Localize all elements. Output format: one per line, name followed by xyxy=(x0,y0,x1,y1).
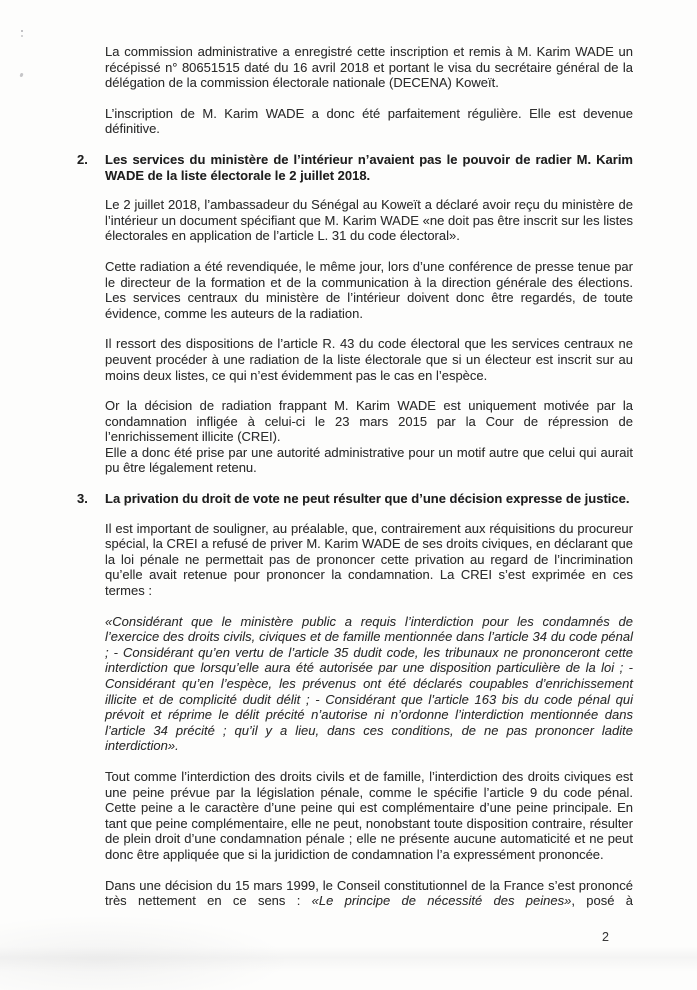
paragraph-section3-3 xyxy=(105,878,633,909)
scan-shadow xyxy=(0,946,697,972)
section-3-number: 3. xyxy=(77,491,88,507)
paragraph-intro-2: L’inscription de M. Karim WADE a donc été parfaitement régulière. Elle est devenue définitive. xyxy=(105,105,633,137)
scan-speckle xyxy=(19,73,23,78)
page-number: 2 xyxy=(602,930,609,944)
paragraph-intro-1: La commission administrative a enregistré cette inscription et remis à M. Karim WADE un récépissé n° 80651515 daté du 16 avril 2018 et portant le visa du secrétaire général de la délégation de la commission électorale nationale (DECENA) Koweït. xyxy=(105,44,633,91)
paragraph-section3-2: Tout comme l’interdiction des droits civils et de famille, l’interdiction des droits civiques est une peine prévue par la législation pénale, comme le spécifie l’article 9 du code pénal. Cette peine a le caractère d’une peine qui est complémentaire d’une peine principale. En tant que peine complémentaire, elle ne peut, nonobstant toute disposition contraire, résulter de plein droit d’une condamnation pénale ; elle ne présente aucune automaticité et ne peut donc être appliquée que si la juridiction de condamnation l’a expressément prononcée. xyxy=(105,768,633,862)
paragraph-section2-3: Il ressort des dispositions de l’article R. 43 du code électoral que les services centraux ne peuvent procéder à une radiation de la liste électorale que si un électeur est inscrit sur au moins deux listes, ce qui n’est évidemment pas le cas en l’espèce. xyxy=(105,336,633,383)
paragraph-text: Dans une décision du 15 mars 1999, le Conseil constitutionnel de la France s’est prononcé très nettement en ce sens : xyxy=(105,877,633,909)
paragraph-section3-1: Il est important de souligner, au préalable, que, contrairement aux réquisitions du procureur spécial, la CREI a refusé de priver M. Karim WADE de ses droits civiques, en déclarant que la loi pénale ne permettait pas de prononcer cette privation au regard de l’incrimination qu’elle avait retenue pour prononcer la condamnation. La CREI s’est exprimée en ces termes : xyxy=(105,520,633,599)
scan-smudge xyxy=(0,915,290,990)
paragraph-section2-4a: Or la décision de radiation frappant M. Karim WADE est uniquement motivée par la condamnation infligée à celui-ci le 23 mars 2015 par la Cour de répression de l’enrichissement illicite (CREI). xyxy=(105,398,633,445)
section-3-title: La privation du droit de vote ne peut résulter que d’une décision expresse de justice. xyxy=(105,491,630,507)
paragraph-text-italic: «Le principe de nécessité des peines» xyxy=(311,893,572,909)
document-body xyxy=(77,44,634,924)
block-quote-crei: «Considérant que le ministère public a requis l’interdiction pour les condamnés de l’exercice des droits civils, civiques et de famille mentionnée dans l’article 34 du code pénal ; - Considérant qu’en vertu de l’article 35 dudit code, les tribunaux ne prononceront cette interdiction que lorsqu’elle aura été autorisée par une disposition particulière de la loi ; - Considérant qu’en l’espèce, les prévenus ont été déclarés coupables d’enrichissement illicite et de complicité dudit délit ; - Considérant que l’article 163 bis du code pénal qui prévoit et réprime le délit précité n’autorise ni n’ordonne l’interdiction mentionnée dans l’article 34 précité ; qu’il y a lieu, dans ces conditions, de ne pas prononcer ladite interdiction». xyxy=(105,613,633,754)
section-2-heading xyxy=(77,151,633,183)
section-2-number: 2. xyxy=(77,151,88,167)
section-3-heading xyxy=(77,491,633,507)
paragraph-text: , posé à xyxy=(571,893,634,909)
section-2-title: Les services du ministère de l’intérieur n’avaient pas le pouvoir de radier M. Karim WADE de la liste électorale le 2 juillet 2018. xyxy=(105,151,633,183)
paragraph-section2-1: Le 2 juillet 2018, l’ambassadeur du Sénégal au Koweït a déclaré avoir reçu du ministère de l’intérieur un document spécifiant que M. Karim WADE «ne doit pas être inscrit sur les listes électorales en application de l’article L. 31 du code électoral». xyxy=(105,197,633,244)
scan-speckle xyxy=(21,30,23,32)
paragraph-section2-2: Cette radiation a été revendiquée, le même jour, lors d’une conférence de presse tenue par le directeur de la formation et de la communication à la direction générale des élections. Les services centraux du ministère de l’intérieur doivent donc être regardés, de toute évidence, comme les auteurs de la radiation. xyxy=(105,258,633,321)
paragraph-section2-4b: Elle a donc été prise par une autorité administrative pour un motif autre que celui qui aurait pu être légalement retenu. xyxy=(105,444,633,476)
